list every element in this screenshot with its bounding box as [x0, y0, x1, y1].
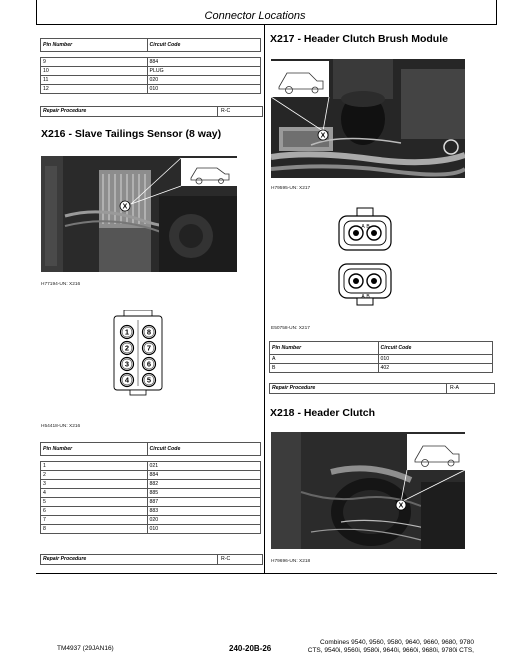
x217-connector-diagram: [335, 206, 395, 306]
x217-pin-table: [269, 341, 493, 373]
table-row: A 010: [270, 355, 493, 364]
table-row: 7 020: [41, 516, 261, 525]
svg-text:A: A: [361, 224, 365, 230]
pin-5: [141, 372, 157, 393]
bottom-rule: [36, 573, 497, 574]
x216-connector-diagram: [110, 310, 166, 396]
table-row: 9 884: [41, 58, 261, 67]
col-header-pin: Pin Number: [270, 342, 379, 355]
x216-title: X216 - Slave Tailings Sensor (8 way): [41, 128, 222, 140]
x217-photo: [271, 59, 465, 178]
x216-repair-procedure: [40, 554, 263, 565]
col-header-circuit: Circuit Code: [147, 443, 260, 456]
repair-code: R-C: [221, 108, 231, 114]
repair-label: Repair Procedure: [43, 556, 87, 562]
header-rule: [36, 24, 497, 25]
footer-page-number: 240-20B-26: [229, 644, 272, 653]
repair-code: R-C: [221, 556, 231, 562]
svg-text:5: 5: [146, 375, 152, 385]
x216-diagram-caption: H54418-UN: X216: [41, 424, 81, 429]
column-divider: [264, 25, 265, 573]
svg-text:1: 1: [124, 327, 130, 337]
table-row: 1 021: [41, 462, 261, 471]
col-header-circuit: Circuit Code: [378, 342, 493, 355]
svg-text:6: 6: [146, 359, 152, 369]
x217-title: X217 - Header Clutch Brush Module: [270, 33, 448, 45]
svg-text:2: 2: [124, 343, 130, 353]
col-header-circuit: Circuit Code: [147, 39, 260, 52]
x216-photo-caption: H77194-UN: X216: [41, 282, 81, 287]
svg-text:3: 3: [124, 359, 130, 369]
pin-4: [119, 372, 135, 393]
repair-label: Repair Procedure: [43, 108, 87, 114]
svg-text:B: B: [366, 294, 370, 300]
footer-model-line1: Combines 9540, 9560, 9580, 9640, 9660, 9680, 9780: [320, 639, 474, 646]
repair-procedure-top: [40, 106, 263, 117]
page-title: Connector Locations: [204, 10, 306, 22]
table-row: 10 PLUG: [41, 67, 261, 76]
svg-text:B: B: [366, 224, 370, 230]
table-row: 12 010: [41, 85, 261, 94]
x216-pin-table: [40, 442, 261, 534]
x218-photo-caption: H79696-UN: X218: [271, 559, 311, 564]
table-row: 2 884: [41, 471, 261, 480]
x217-photo-caption: H79595-UN: X217: [271, 186, 311, 191]
svg-text:A: A: [361, 294, 365, 300]
svg-text:4: 4: [124, 375, 130, 385]
x218-callout: X: [398, 502, 404, 510]
table-row: 5 887: [41, 498, 261, 507]
table-row: 3 882: [41, 480, 261, 489]
x217-repair-procedure: [269, 383, 495, 394]
x216-photo: [41, 156, 237, 272]
repair-code: R-A: [450, 385, 459, 391]
repair-label: Repair Procedure: [272, 385, 316, 391]
x218-title: X218 - Header Clutch: [270, 407, 376, 419]
col-header-pin: Pin Number: [41, 39, 148, 52]
svg-text:7: 7: [146, 343, 152, 353]
table-row: 4 885: [41, 489, 261, 498]
pin-table-top: [40, 38, 261, 94]
table-row: 6 883: [41, 507, 261, 516]
table-row: 11 020: [41, 76, 261, 85]
footer-model-line2: CTS, 9540i, 9560i, 9580i, 9640i, 9660i, 9680i, 9780i CTS,: [307, 647, 474, 654]
x218-photo: [271, 432, 465, 549]
table-row: 8 010: [41, 525, 261, 534]
svg-text:8: 8: [146, 327, 152, 337]
table-row: B 402: [270, 364, 493, 373]
col-header-pin: Pin Number: [41, 443, 148, 456]
footer-manual-id: TM4937 (29JAN16): [57, 645, 114, 652]
x216-callout: X: [122, 203, 128, 211]
x217-callout: X: [320, 132, 326, 140]
x217-diagram-caption: E50758-UN: X217: [271, 326, 310, 331]
